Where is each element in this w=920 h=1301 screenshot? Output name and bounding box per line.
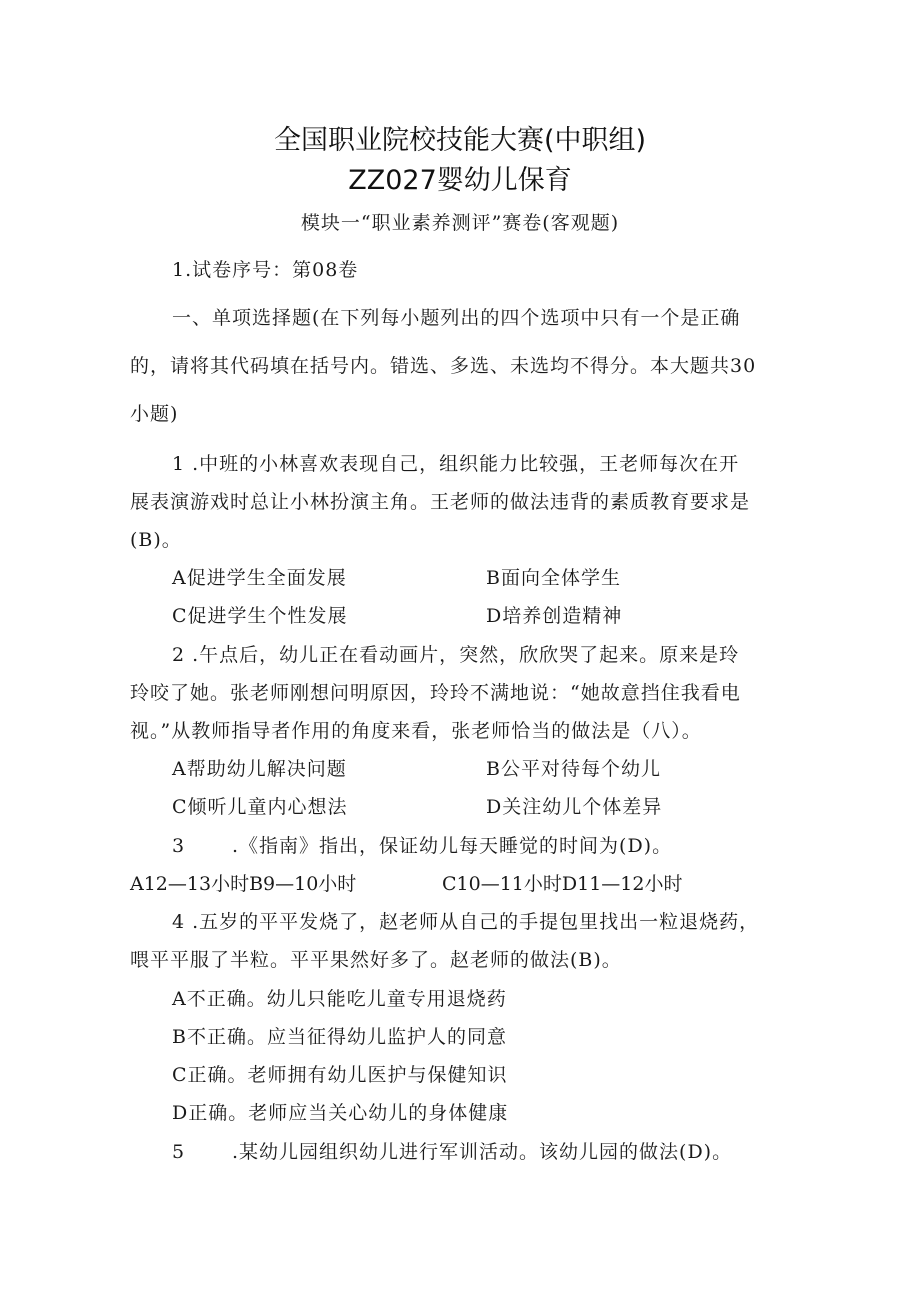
q2-option-d: D关注幼儿个体差异 xyxy=(486,796,663,818)
section-intro-line-3: 小题) xyxy=(130,403,179,425)
q4-option-a: A不正确。幼儿只能吃儿童专用退烧药 xyxy=(172,988,507,1010)
q3-text: .《指南》指出，保证幼儿每天睡觉的时间为(D)。 xyxy=(232,835,673,857)
subtitle: 模块一“职业素养测评”赛卷(客观题) xyxy=(300,212,620,234)
q3-number: 3 xyxy=(172,835,186,857)
q5-number: 5 xyxy=(172,1141,186,1163)
paper-number: 1.试卷序号：第08卷 xyxy=(172,259,359,281)
title-line-1: 全国职业院校技能大赛(中职组) xyxy=(273,125,647,156)
q3-options-ab: A12—13小时B9—10小时 xyxy=(130,873,357,895)
q2-option-c: C倾听儿童内心想法 xyxy=(172,796,348,818)
q1-option-c: C促进学生个性发展 xyxy=(172,605,348,627)
q2-option-b: B公平对待每个幼儿 xyxy=(486,758,661,780)
q2-line-1: 2 .午点后，幼儿正在看动画片，突然，欣欣哭了起来。原来是玲 xyxy=(172,644,740,666)
q1-option-b: B面向全体学生 xyxy=(486,567,621,589)
q2-line-2: 玲咬了她。张老师刚想问明原因，玲玲不满地说：“她故意挡住我看电 xyxy=(130,682,741,704)
q3-options-cd: C10—11小时D11—12小时 xyxy=(442,873,683,895)
q4-option-b: B不正确。应当征得幼儿监护人的同意 xyxy=(172,1026,507,1048)
q4-line-1: 4 .五岁的平平发烧了，赵老师从自己的手提包里找出一粒退烧药， xyxy=(172,911,760,933)
q1-line-1: 1 .中班的小林喜欢表现自己，组织能力比较强，王老师每次在开 xyxy=(172,453,740,475)
q4-line-2: 喂平平服了半粒。平平果然好多了。赵老师的做法(B)。 xyxy=(130,949,622,971)
q4-option-d: D正确。老师应当关心幼儿的身体健康 xyxy=(172,1102,509,1124)
q1-line-3: (B)。 xyxy=(130,529,182,551)
q4-option-c: C正确。老师拥有幼儿医护与保健知识 xyxy=(172,1064,508,1086)
q5-text: .某幼儿园组织幼儿进行军训活动。该幼儿园的做法(D)。 xyxy=(232,1141,733,1163)
q2-line-3: 视。”从教师指导者作用的角度来看，张老师恰当的做法是（八）。 xyxy=(130,720,702,742)
section-intro-line-2: 的，请将其代码填在括号内。错选、多选、未选均不得分。本大题共30 xyxy=(130,355,757,377)
q1-option-d: D培养创造精神 xyxy=(486,605,623,627)
q2-option-a: A帮助幼儿解决问题 xyxy=(172,758,347,780)
q1-option-a: A促进学生全面发展 xyxy=(172,567,347,589)
q1-line-2: 展表演游戏时总让小林扮演主角。王老师的做法违背的素质教育要求是 xyxy=(130,491,751,513)
section-intro-line-1: 一、单项选择题(在下列每小题列出的四个选项中只有一个是正确 xyxy=(172,307,741,329)
title-line-2: ZZ027婴幼儿保育 xyxy=(348,165,572,196)
